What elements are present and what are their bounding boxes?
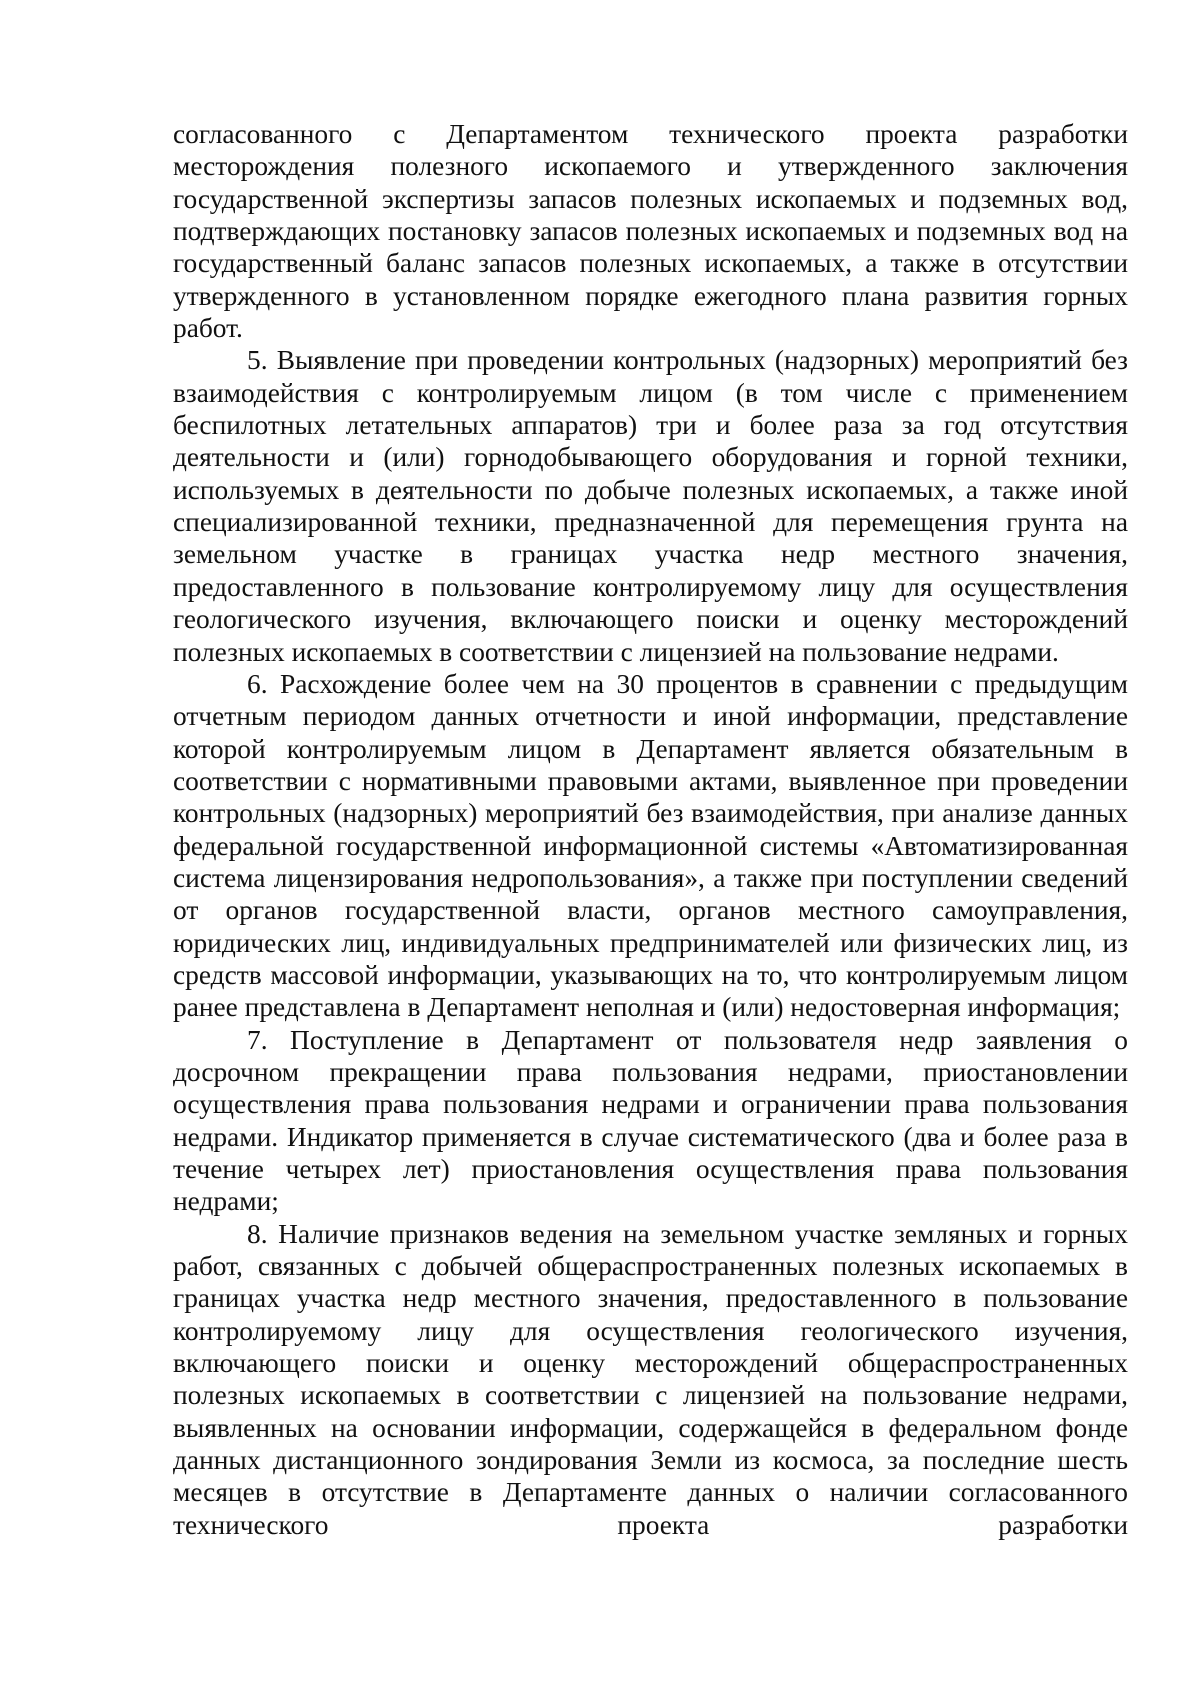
paragraph-item-8: 8. Наличие признаков ведения на земельном участке земляных и горных работ, связанных с добычей общераспространенных полезных ископаемых в границах участка недр местного значения, предоставленного в пользование контролируемому лицу для осуществления геологического изучения, включающего поиски и оценку месторождений общераспространенных полезных ископаемых в соответствии с лицензией на пользование недрами, выявленных на основании информации, содержащейся в федеральном фонде данных дистанционного зондирования Земли из космоса, за последние шесть месяцев в отсутствие в Департаменте данных о наличии согласованного технического проекта разработки [173,1218,1128,1540]
paragraph-item-5: 5. Выявление при проведении контрольных (надзорных) мероприятий без взаимодействия с контролируемым лицом (в том числе с применением беспилотных летательных аппаратов) три и более раза за год отсутствия деятельности и (или) горнодобывающего оборудования и горной техники, используемых в деятельности по добыче полезных ископаемых, а также иной специализированной техники, предназначенной для перемещения грунта на земельном участке в границах участка недр местного значения, предоставленного в пользование контролируемому лицу для осуществления геологического изучения, включающего поиски и оценку месторождений полезных ископаемых в соответствии с лицензией на пользование недрами. [173,345,1128,667]
paragraph-item-7: 7. Поступление в Департамент от пользователя недр заявления о досрочном прекращении права пользования недрами, приостановлении осуществления права пользования недрами и ограничении права пользования недрами. Индикатор применяется в случае систематического (два и более раза в течение четырех лет) приостановления осуществления права пользования недрами; [173,1024,1128,1217]
paragraph-item-6: 6. Расхождение более чем на 30 процентов в сравнении с предыдущим отчетным периодом данных отчетности и иной информации, представление которой контролируемым лицом в Департамент является обязательным в соответствии с нормативными правовыми актами, выявленное при проведении контрольных (надзорных) мероприятий без взаимодействия, при анализе данных федеральной государственной информационной системы «Автоматизированная система лицензирования недропользования», а также при поступлении сведений от органов государственной власти, органов местного самоуправления, юридических лиц, индивидуальных предпринимателей или физических лиц, из средств массовой информации, указывающих на то, что контролируемым лицом ранее представлена в Департамент неполная и (или) недостоверная информация; [173,668,1128,1023]
paragraph-continuation: согласованного с Департаментом технического проекта разработки месторождения полезного ископаемого и утвержденного заключения государственной экспертизы запасов полезных ископаемых и подземных вод, подтверждающих постановку запасов полезных ископаемых и подземных вод на государственный баланс запасов полезных ископаемых, а также в отсутствии утвержденного в установленном порядке ежегодного плана развития горных работ. [173,119,1128,344]
document-body [173,118,1128,1541]
